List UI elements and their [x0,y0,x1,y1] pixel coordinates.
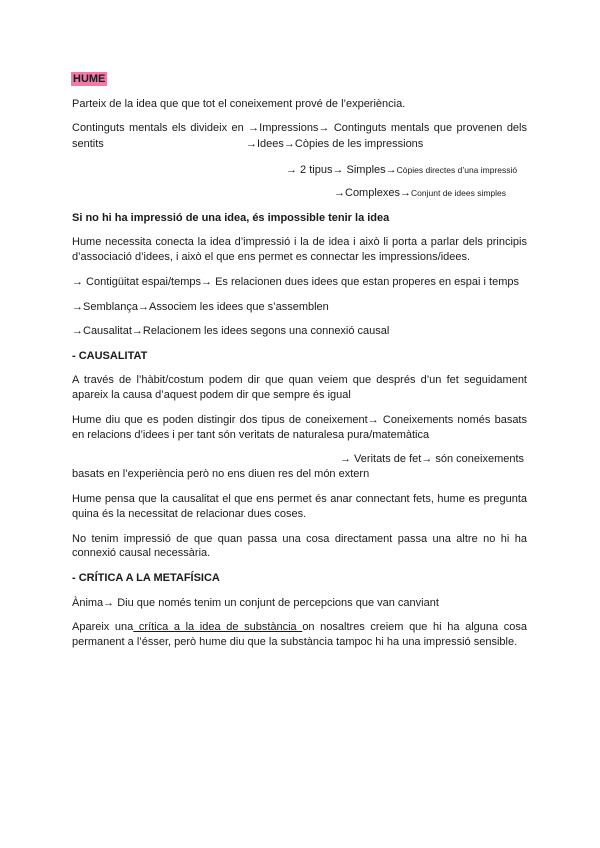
paragraph-causality-connect-line2: quina és la necessitat de relacionar dues coses. [72,508,307,520]
idea-types-simple-main: → 2 tipus→ Simples→ [286,164,397,176]
paragraph-knowledge-types-line2: en relacions d’idees i per tant són veritats de naturalesa pura/matemàtica [72,429,430,441]
paragraph-association-line2: d’associació d’idees, i això el que ens permet es connectar les impressions/idees. [72,251,471,263]
paragraph-no-impression-line2: connexió causal necessària. [72,547,211,559]
paragraph-association-line1: Hume necessita conecta la idea d’impressió i la de idea i això li porta a parlar dels principis [72,236,527,248]
paragraph-causality-connect-line1: Hume pensa que la causalitat el que ens permet és anar connectant fets, hume es pregunta [72,493,527,505]
document-title: HUME [73,73,106,85]
paragraph-substance-underlined: crítica a la idea de substància [133,621,303,633]
heading-critica-metafisica: - CRÍTICA A LA METAFÍSICA [72,572,220,584]
paragraph-substance-line2: permanent a l’ésser, però hume diu que la substància tampoc hi ha una impressió sensible. [72,636,518,648]
paragraph-mental-contents-line2-left: sentits [72,138,104,150]
idea-types-simple [286,164,517,177]
principle-contiguity: → Contigüitat espai/temps→ Es relacionen dues idees que estan properes en espai i temps [72,276,519,288]
paragraph-origin-of-knowledge: Parteix de la idea que que tot el coneixement prové de l’experiència. [72,98,406,110]
paragraph-substance-intro: Apareix una [72,621,134,633]
paragraph-habit-line2: apareix la causa d’aquest podem dir que sempre és igual [72,389,351,401]
heading-causalitat: - CAUSALITAT [72,350,148,362]
heading-no-impression: Si no hi ha impressió de una idea, és impossible tenir la idea [72,212,390,224]
principle-resemblance: →Semblança→Associem les idees que s’assemblen [72,301,329,313]
paragraph-facts-line2: basats en l’experiència però no ens diuen res del món extern [72,468,370,480]
idea-types-complex-detail: Conjunt de idees simples [411,188,507,198]
idea-types-simple-detail: Còpies directes d’una impressió [396,165,518,175]
paragraph-knowledge-types-line1: Hume diu que es poden distingir dos tipus de coneixement→ Coneixements només basats [72,414,527,426]
paragraph-facts-line1: → Veritats de fet→ són coneixements [340,453,525,465]
paragraph-no-impression-line1: No tenim impressió de que quan passa una cosa directament passa una altre no hi ha [72,533,527,545]
paragraph-habit-line1: A través de l’hàbit/costum podem dir que quan veiem que després d’un fet seguidament [72,374,527,386]
principle-causality: →Causalitat→Relacionem les idees segons una connexió causal [72,325,390,337]
paragraph-substance-rest: on nosaltres creiem que hi ha alguna cosa [302,621,527,633]
paragraph-soul: Ànima→ Diu que només tenim un conjunt de percepcions que van canviant [72,597,439,609]
paragraph-mental-contents-line1: Continguts mentals els divideix en →Impressions→ Continguts mentals que provenen dels [72,122,527,134]
paragraph-substance-line1 [72,621,527,634]
idea-types-complex [334,187,506,200]
idea-types-complex-main: →Complexes→ [334,187,412,199]
paragraph-mental-contents-line2-right: →Idees→Còpies de les impressions [246,138,424,150]
